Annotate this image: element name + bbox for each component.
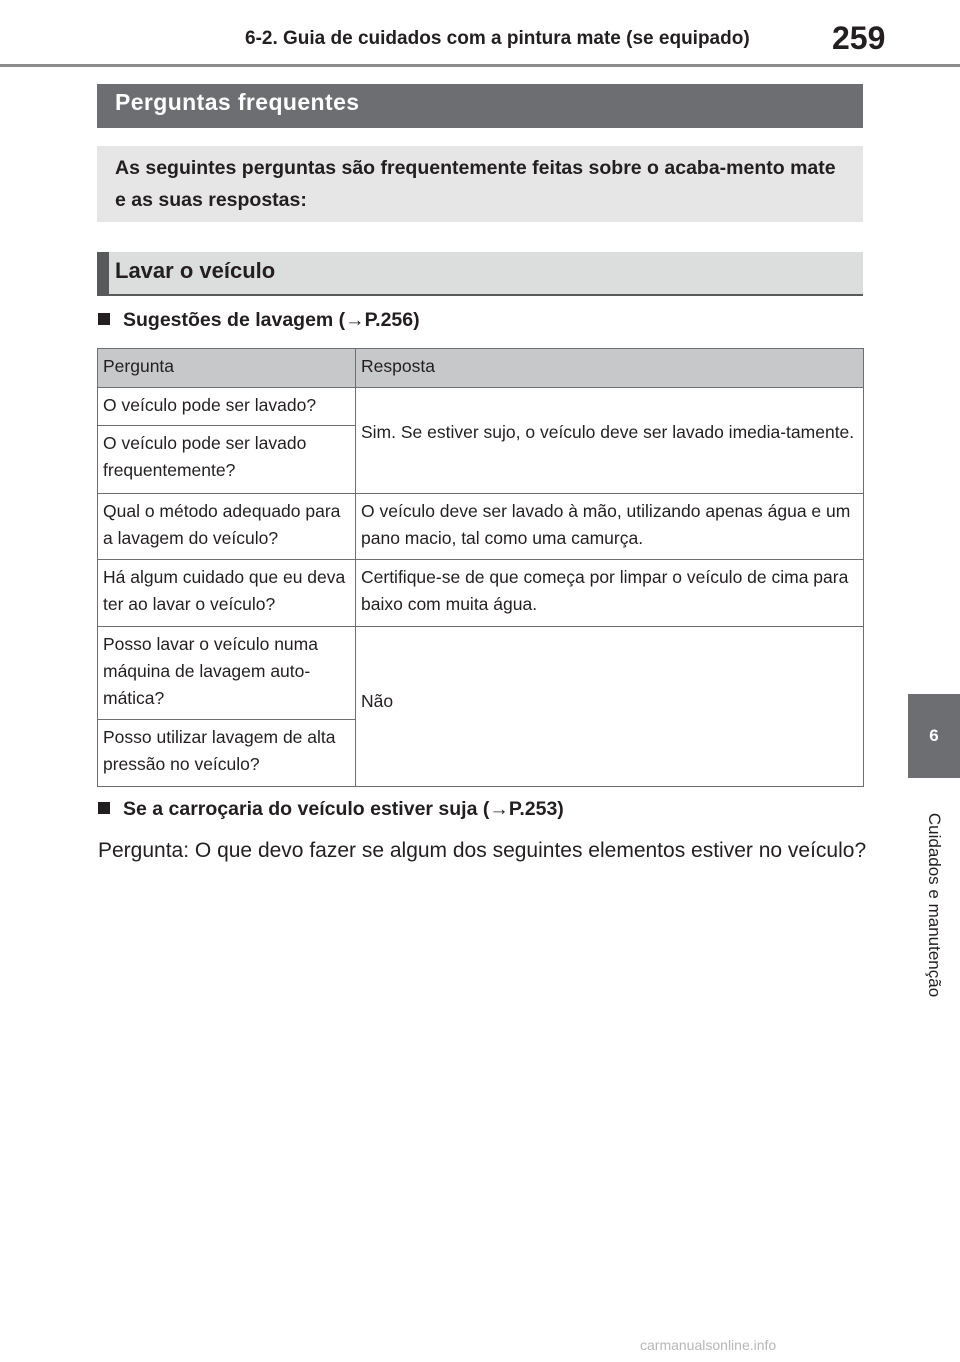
answer-cell: Certifique-se de que começa por limpar o veículo de cima para baixo com muita água. <box>356 560 864 627</box>
question-cell: Qual o método adequado para a lavagem do veículo? <box>98 494 356 560</box>
question-cell: Posso utilizar lavagem de alta pressão no veículo? <box>98 720 356 787</box>
question-cell: O veículo pode ser lavado frequentemente? <box>98 426 356 494</box>
square-bullet-icon <box>98 313 110 325</box>
answer-cell: O veículo deve ser lavado à mão, utilizando apenas água e um pano macio, tal como uma camurça. <box>356 494 864 560</box>
question-cell: Posso lavar o veículo numa máquina de lavagem auto-mática? <box>98 627 356 720</box>
chapter-number: 6 <box>929 726 939 745</box>
page-number: 259 <box>832 20 886 56</box>
answer-cell: Não <box>356 627 864 787</box>
body-paragraph: Pergunta: O que devo fazer se algum dos seguintes elementos estiver no veículo? <box>98 839 867 862</box>
table-row <box>98 388 864 426</box>
table-row <box>98 494 864 560</box>
section-heading: Lavar o veículo <box>97 252 863 296</box>
header-question: Pergunta <box>98 349 356 388</box>
chapter-tab <box>908 694 960 778</box>
faq-table <box>97 348 864 787</box>
question-cell: Há algum cuidado que eu deva ter ao lavar o veículo? <box>98 560 356 627</box>
intro-text: As seguintes perguntas são frequentemente feitas sobre o acaba-mento mate e as suas respostas: <box>115 157 836 211</box>
header-divider <box>0 64 960 67</box>
table-row <box>98 627 864 720</box>
header-answer: Resposta <box>356 349 864 388</box>
table-header-row <box>98 349 864 388</box>
intro-box <box>97 146 863 222</box>
table-row <box>98 560 864 627</box>
subsection-dirty-body <box>98 798 564 821</box>
subsection-title: Se a carroçaria do veículo estiver suja (→P.253) <box>123 798 564 820</box>
question-cell: O veículo pode ser lavado? <box>98 388 356 426</box>
subsection-title: Sugestões de lavagem (→P.256) <box>123 309 420 331</box>
watermark: carmanualsonline.info <box>640 1337 777 1353</box>
page-header-title: 6-2. Guia de cuidados com a pintura mate (se equipado) <box>245 28 750 49</box>
faq-banner: Perguntas frequentes <box>97 84 863 128</box>
chapter-label: Cuidados e manutenção <box>925 812 944 998</box>
subsection-washing-tips <box>98 309 420 332</box>
square-bullet-icon <box>98 802 110 814</box>
answer-cell: Sim. Se estiver sujo, o veículo deve ser lavado imedia-tamente. <box>356 388 864 494</box>
